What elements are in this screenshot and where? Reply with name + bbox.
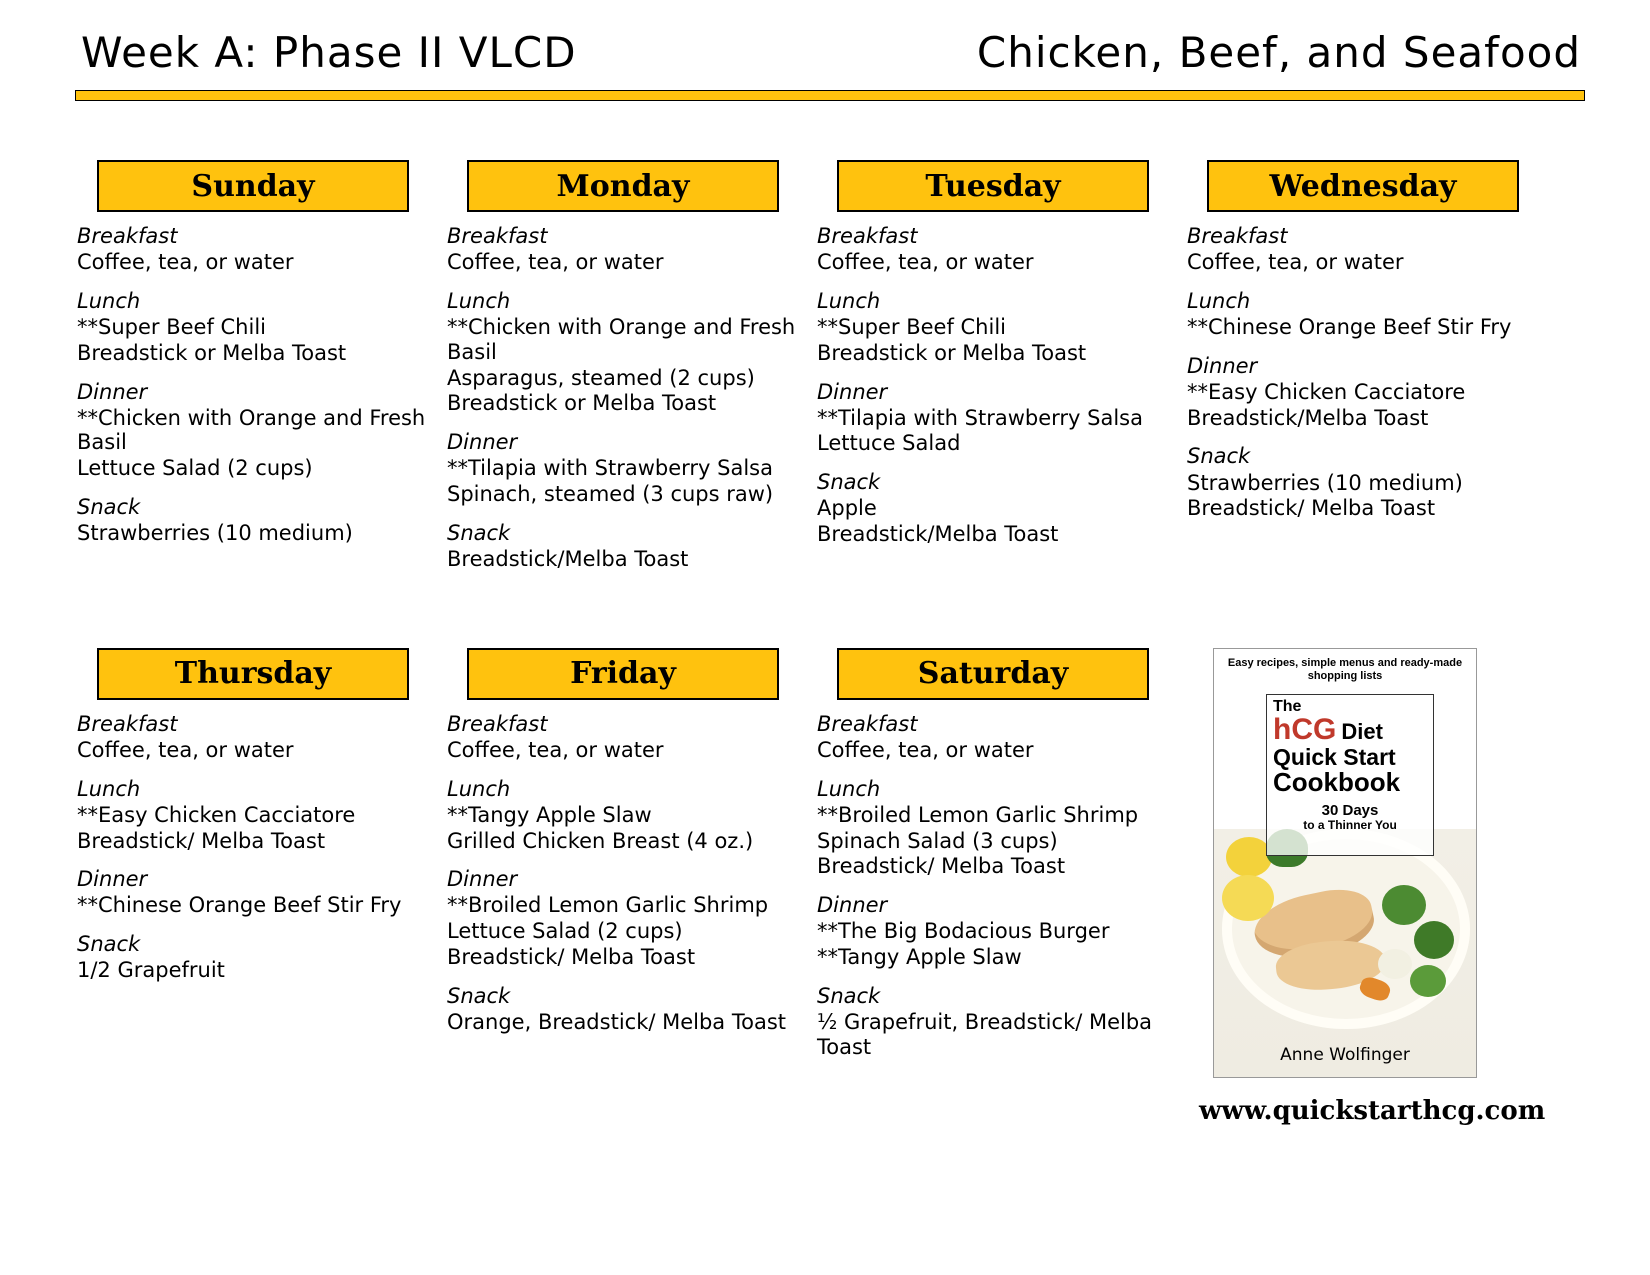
- meal-block-snack: [1187, 444, 1547, 521]
- meal-block-snack: [77, 932, 437, 983]
- book-badge-days: [1273, 802, 1427, 833]
- meal-list-tuesday: [815, 224, 1177, 547]
- meal-block-breakfast: [77, 712, 437, 763]
- meal-item: **Broiled Lemon Garlic Shrimp: [447, 893, 769, 918]
- meal-block-dinner: [77, 380, 437, 481]
- meal-item: **Chinese Orange Beef Stir Fry: [1187, 315, 1512, 340]
- meal-item: Breadstick/ Melba Toast: [77, 828, 326, 853]
- meal-label: Dinner: [77, 867, 148, 892]
- meal-block-breakfast: [447, 224, 807, 275]
- meal-block-breakfast: [817, 224, 1177, 275]
- meal-label: Dinner: [447, 867, 518, 892]
- page-title-left: Week A: Phase II VLCD: [81, 28, 577, 77]
- meal-block-snack: [447, 984, 807, 1035]
- meal-block-breakfast: [1187, 224, 1547, 275]
- meal-label: Snack: [447, 520, 511, 545]
- meal-label: Snack: [77, 495, 141, 520]
- meal-item: Coffee, tea, or water: [77, 737, 294, 762]
- menu-row-1: [75, 160, 1585, 586]
- meal-item: Breadstick/Melba Toast: [447, 546, 689, 571]
- day-header-tuesday: Tuesday: [837, 160, 1149, 212]
- book-badge-days-main: 30 Days: [1321, 802, 1379, 820]
- meal-item: Breadstick/ Melba Toast: [1187, 496, 1436, 521]
- meal-item: Breadstick/ Melba Toast: [447, 944, 696, 969]
- meal-list-wednesday: [1185, 224, 1547, 521]
- meal-block-dinner: [447, 430, 807, 507]
- meal-block-lunch: [817, 777, 1177, 879]
- meal-item: 1/2 Grapefruit: [77, 958, 225, 983]
- meal-block-lunch: [77, 289, 437, 366]
- broccoli-illustration-3: [1410, 965, 1446, 997]
- meal-label: Lunch: [77, 288, 141, 313]
- meal-label: Breakfast: [77, 224, 178, 248]
- meal-item: Lettuce Salad: [817, 431, 961, 456]
- meal-block-lunch: [447, 777, 807, 854]
- meal-list-friday: [445, 712, 807, 1035]
- meal-label: Breakfast: [77, 711, 178, 736]
- meal-item: **Easy Chicken Cacciatore: [77, 802, 356, 827]
- book-title-quickstart: Quick Start: [1273, 743, 1396, 770]
- website-url: www.quickstarthcg.com: [1199, 1095, 1546, 1126]
- meal-block-breakfast: [447, 712, 807, 763]
- day-column-tuesday: [815, 160, 1185, 586]
- day-header-thursday: Thursday: [97, 648, 409, 700]
- day-header-saturday: Saturday: [837, 648, 1149, 700]
- meal-block-dinner: [817, 380, 1177, 457]
- cauliflower-illustration: [1378, 949, 1412, 979]
- menu-grid: [75, 160, 1585, 1126]
- day-column-monday: [445, 160, 815, 586]
- meal-label: Snack: [817, 470, 881, 495]
- meal-label: Snack: [1187, 444, 1251, 469]
- meal-label: Dinner: [77, 379, 148, 404]
- book-title-the: The: [1273, 697, 1302, 715]
- meal-label: Dinner: [447, 430, 518, 455]
- meal-block-snack: [817, 984, 1177, 1060]
- lemon-illustration-2: [1222, 875, 1274, 921]
- broccoli-illustration: [1382, 885, 1426, 925]
- meal-label: Lunch: [817, 776, 881, 801]
- meal-block-dinner: [77, 867, 437, 918]
- meal-label: Snack: [447, 983, 511, 1008]
- meal-item: **Chicken with Orange and Fresh Basil: [447, 315, 796, 364]
- meal-item: Coffee, tea, or water: [77, 250, 294, 275]
- meal-block-breakfast: [77, 224, 437, 275]
- meal-item: Asparagus, steamed (2 cups): [447, 365, 755, 390]
- meal-block-dinner: [817, 893, 1177, 970]
- meal-item: Strawberries (10 medium): [77, 521, 353, 546]
- meal-label: Breakfast: [447, 711, 548, 736]
- meal-block-breakfast: [817, 712, 1177, 763]
- meal-item: **Chinese Orange Beef Stir Fry: [77, 893, 402, 918]
- book-promo: [1185, 648, 1555, 1126]
- page-title-right: Chicken, Beef, and Seafood: [976, 28, 1581, 77]
- meal-label: Lunch: [77, 776, 141, 801]
- meal-item: **The Big Bodacious Burger: [817, 919, 1110, 944]
- meal-item: Orange, Breadstick/ Melba Toast: [447, 1009, 787, 1034]
- meal-block-dinner: [447, 867, 807, 969]
- meal-item: Coffee, tea, or water: [447, 250, 664, 275]
- day-column-saturday: [815, 648, 1185, 1126]
- meal-item: Breadstick/Melba Toast: [1187, 405, 1429, 430]
- meal-label: Breakfast: [817, 224, 918, 248]
- day-column-thursday: [75, 648, 445, 1126]
- meal-item: Coffee, tea, or water: [1187, 250, 1404, 275]
- meal-label: Breakfast: [1187, 224, 1288, 248]
- meal-item: **Tangy Apple Slaw: [817, 944, 1022, 969]
- meal-label: Dinner: [1187, 353, 1258, 378]
- meal-item: **Super Beef Chili: [77, 315, 266, 340]
- meal-label: Lunch: [1187, 288, 1251, 313]
- book-title-box: [1266, 694, 1434, 856]
- meal-item: ½ Grapefruit, Breadstick/ Melba Toast: [817, 1009, 1153, 1059]
- meal-item: Breadstick or Melba Toast: [77, 340, 347, 365]
- meal-item: Coffee, tea, or water: [817, 737, 1034, 762]
- meal-block-snack: [447, 521, 807, 572]
- day-column-sunday: [75, 160, 445, 586]
- book-title-cookbook: Cookbook: [1273, 766, 1401, 797]
- book-badge-days-sub: to a Thinner You: [1303, 818, 1397, 833]
- book-tagline: Easy recipes, simple menus and ready-made shopping lists: [1227, 656, 1463, 683]
- meal-list-sunday: [75, 224, 437, 546]
- meal-block-lunch: [77, 777, 437, 854]
- meal-label: Breakfast: [447, 224, 548, 248]
- meal-label: Lunch: [447, 776, 511, 801]
- meal-item: **Tangy Apple Slaw: [447, 802, 652, 827]
- meal-item: Lettuce Salad (2 cups): [77, 456, 313, 481]
- book-title-hcg: hCG: [1273, 712, 1337, 746]
- meal-item: Breadstick/Melba Toast: [817, 522, 1059, 547]
- meal-label: Lunch: [447, 288, 511, 313]
- page-header: [75, 28, 1585, 100]
- book-title-diet: Diet: [1341, 718, 1383, 744]
- day-header-wednesday: Wednesday: [1207, 160, 1519, 212]
- meal-item: Coffee, tea, or water: [447, 737, 664, 762]
- meal-item: Spinach, steamed (3 cups raw): [447, 482, 774, 507]
- meal-label: Dinner: [817, 379, 888, 404]
- menu-row-2: [75, 648, 1585, 1126]
- book-author: Anne Wolfinger: [1280, 1044, 1410, 1065]
- meal-label: Breakfast: [817, 711, 918, 736]
- meal-item: Spinach Salad (3 cups): [817, 828, 1058, 853]
- meal-list-monday: [445, 224, 807, 572]
- meal-item: Breadstick or Melba Toast: [817, 340, 1087, 365]
- meal-block-snack: [817, 470, 1177, 547]
- meal-item: Breadstick/ Melba Toast: [817, 854, 1066, 879]
- meal-item: **Chicken with Orange and Fresh Basil: [77, 405, 426, 455]
- day-column-friday: [445, 648, 815, 1126]
- day-header-sunday: Sunday: [97, 160, 409, 212]
- meal-block-lunch: [447, 289, 807, 416]
- meal-item: Strawberries (10 medium): [1187, 470, 1463, 495]
- meal-list-thursday: [75, 712, 437, 983]
- meal-item: **Super Beef Chili: [817, 315, 1006, 340]
- meal-list-saturday: [815, 712, 1177, 1060]
- meal-item: Apple: [817, 496, 877, 521]
- meal-block-snack: [77, 495, 437, 546]
- meal-item: **Tilapia with Strawberry Salsa: [447, 456, 773, 481]
- meal-label: Lunch: [817, 288, 881, 313]
- meal-label: Snack: [77, 932, 141, 957]
- meal-item: Breadstick or Melba Toast: [447, 391, 717, 416]
- meal-item: **Tilapia with Strawberry Salsa: [817, 405, 1143, 430]
- meal-item: Lettuce Salad (2 cups): [447, 919, 683, 944]
- day-header-friday: Friday: [467, 648, 779, 700]
- meal-block-dinner: [1187, 354, 1547, 431]
- meal-item: Grilled Chicken Breast (4 oz.): [447, 828, 754, 853]
- meal-block-lunch: [817, 289, 1177, 366]
- meal-block-lunch: [1187, 289, 1547, 340]
- broccoli-illustration-2: [1414, 921, 1454, 959]
- header-divider: [75, 90, 1585, 101]
- book-cover-image: [1213, 648, 1477, 1078]
- day-column-wednesday: [1185, 160, 1555, 586]
- day-header-monday: Monday: [467, 160, 779, 212]
- meal-item: **Easy Chicken Cacciatore: [1187, 379, 1466, 404]
- meal-label: Snack: [817, 983, 881, 1008]
- meal-label: Dinner: [817, 893, 888, 918]
- meal-item: **Broiled Lemon Garlic Shrimp: [817, 802, 1139, 827]
- meal-item: Coffee, tea, or water: [817, 250, 1034, 275]
